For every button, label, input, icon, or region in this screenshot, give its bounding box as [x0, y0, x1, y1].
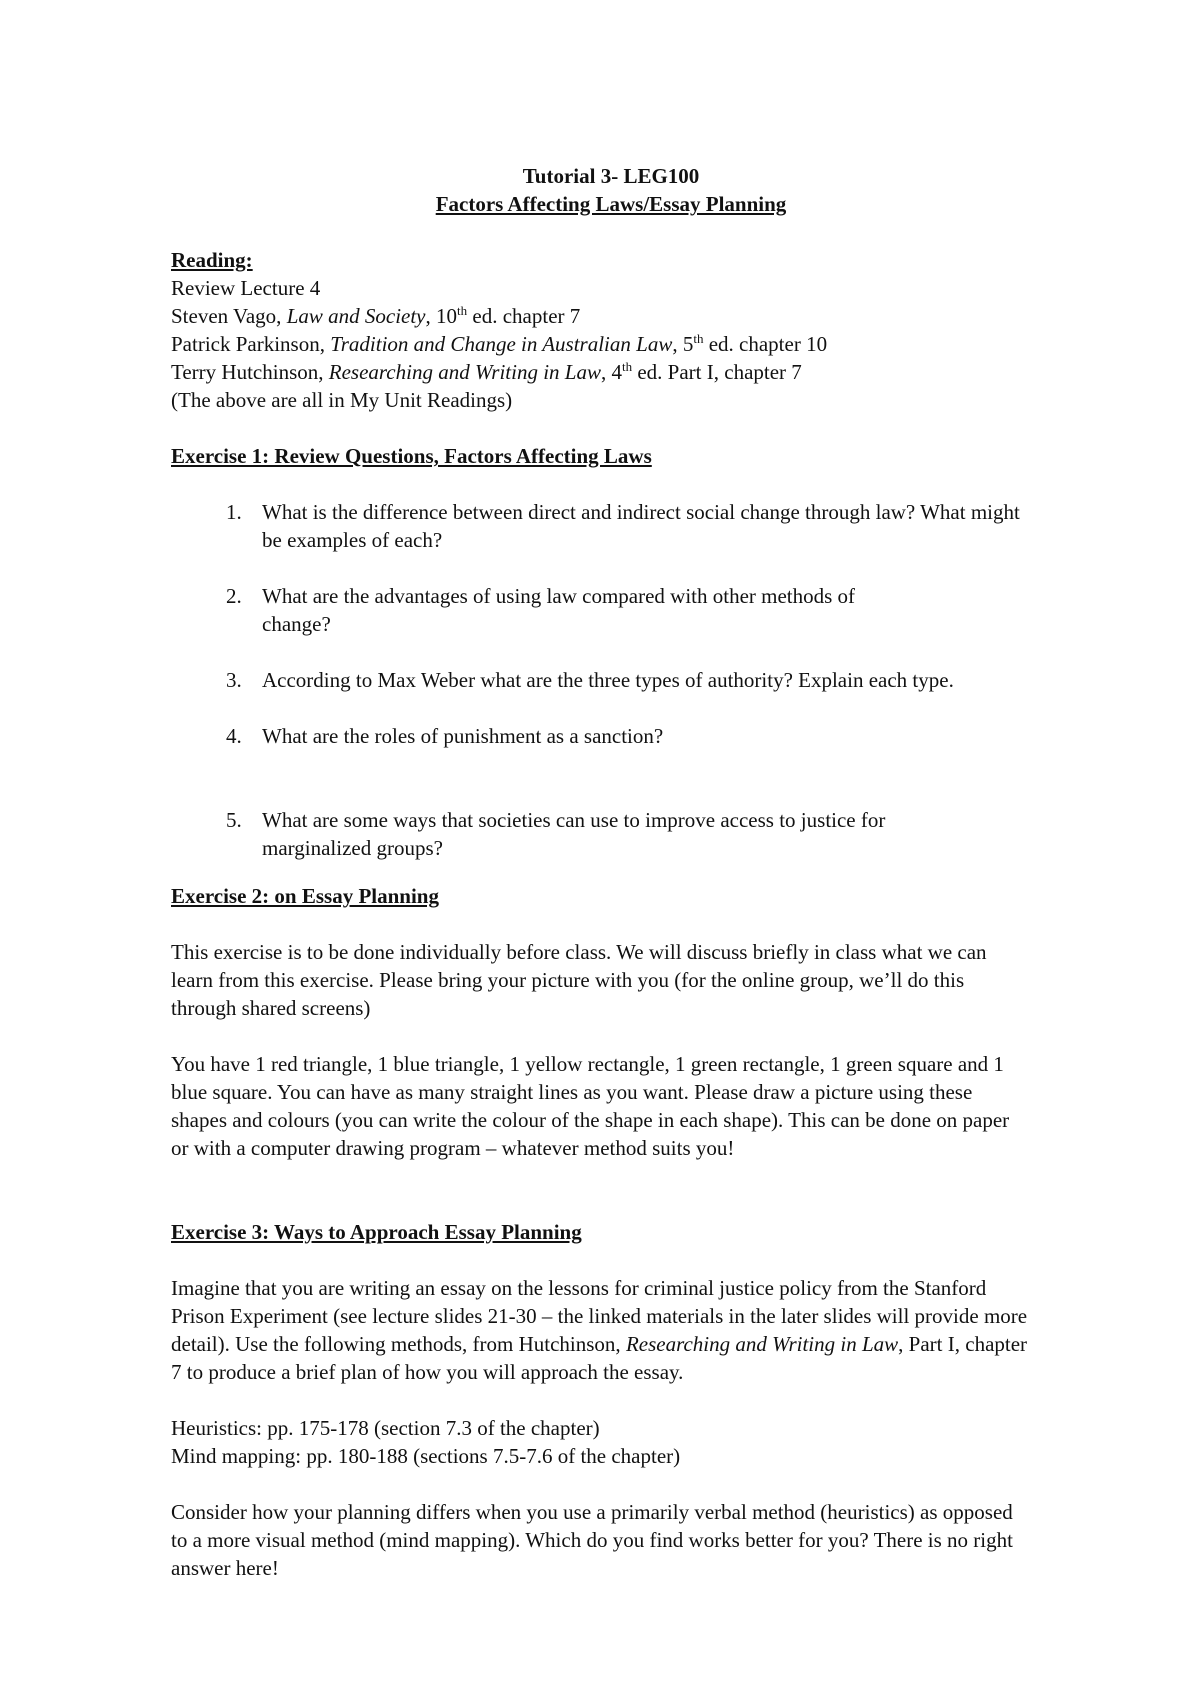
page-title: Tutorial 3- LEG100 [522, 164, 700, 188]
reading-item: Steven Vago, Law and Society, 10th ed. chapter 7 [171, 303, 581, 328]
reading-review: Review Lecture 4 [171, 276, 321, 300]
list-item [171, 498, 1022, 554]
question-number: 4. [226, 724, 242, 748]
reading-book-title: Law and Society [286, 304, 426, 328]
question-text: What is the difference between direct and indirect social change through law? What might be examples of each? [262, 500, 1020, 552]
heuristics-reference: Heuristics: pp. 175-178 (section 7.3 of the chapter) [171, 1416, 600, 1440]
reading-book-title: Researching and Writing in Law [625, 1332, 899, 1356]
reading-item: Terry Hutchinson, Researching and Writing in Law, 4th ed. Part I, chapter 7 [171, 359, 802, 384]
reading-heading: Reading: [171, 248, 253, 272]
question-number: 2. [226, 584, 242, 608]
reading-book-title: Tradition and Change in Australian Law [330, 332, 673, 356]
exercise2-paragraph: You have 1 red triangle, 1 blue triangle, 1 yellow rectangle, 1 green rectangle, 1 green square and 1 blue square. You can have as many straight lines as you want. Please draw a picture using these shapes and colours (you can write the colour of the shape in each shape). This can be done on paper or with a computer drawing program – whatever method suits you! [171, 1052, 1010, 1160]
question-number: 5. [226, 808, 242, 832]
reading-book-title: Researching and Writing in Law [328, 360, 601, 384]
list-item [171, 666, 962, 694]
reading-note: (The above are all in My Unit Readings) [171, 388, 513, 412]
exercise1-heading: Exercise 1: Review Questions, Factors Affecting Laws [171, 444, 652, 468]
exercise3-paragraph: Consider how your planning differs when you use a primarily verbal method (heuristics) as opposed to a more visual method (mind mapping). Which do you find works better for you? There is no right answer here! [171, 1500, 1013, 1580]
question-text: What are the roles of punishment as a sanction? [262, 724, 664, 748]
document-page [171, 162, 1051, 1582]
reading-item: Patrick Parkinson, Tradition and Change in Australian Law, 5th ed. chapter 10 [171, 331, 828, 356]
list-item [171, 722, 1051, 750]
exercise2-heading: Exercise 2: on Essay Planning [171, 884, 439, 908]
question-number: 3. [226, 668, 242, 692]
list-item [171, 806, 982, 862]
question-number: 1. [226, 500, 242, 524]
exercise1-question-list [171, 498, 1051, 862]
mind-mapping-reference: Mind mapping: pp. 180-188 (sections 7.5-7.6 of the chapter) [171, 1444, 681, 1468]
exercise2-paragraph: This exercise is to be done individually before class. We will discuss briefly in class what we can learn from this exercise. Please bring your picture with you (for the online group, we’ll do this through shared screens) [171, 940, 987, 1020]
list-item [171, 582, 922, 638]
exercise3-heading: Exercise 3: Ways to Approach Essay Planning [171, 1220, 582, 1244]
question-text: According to Max Weber what are the three types of authority? Explain each type. [262, 668, 954, 692]
exercise3-paragraph: Imagine that you are writing an essay on the lessons for criminal justice policy from the Stanford Prison Experiment (see lecture slides 21-30 – the linked materials in the later slides will provide more detail). Use the following methods, from Hutchinson, Researching and Writing in Law, Part I, chapter 7 to produce a brief plan of how you will approach the essay. [171, 1276, 1028, 1384]
question-text: What are some ways that societies can use to improve access to justice for marginalized groups? [262, 808, 886, 860]
page-subtitle: Factors Affecting Laws/Essay Planning [435, 192, 787, 216]
question-text: What are the advantages of using law compared with other methods of change? [262, 584, 856, 636]
